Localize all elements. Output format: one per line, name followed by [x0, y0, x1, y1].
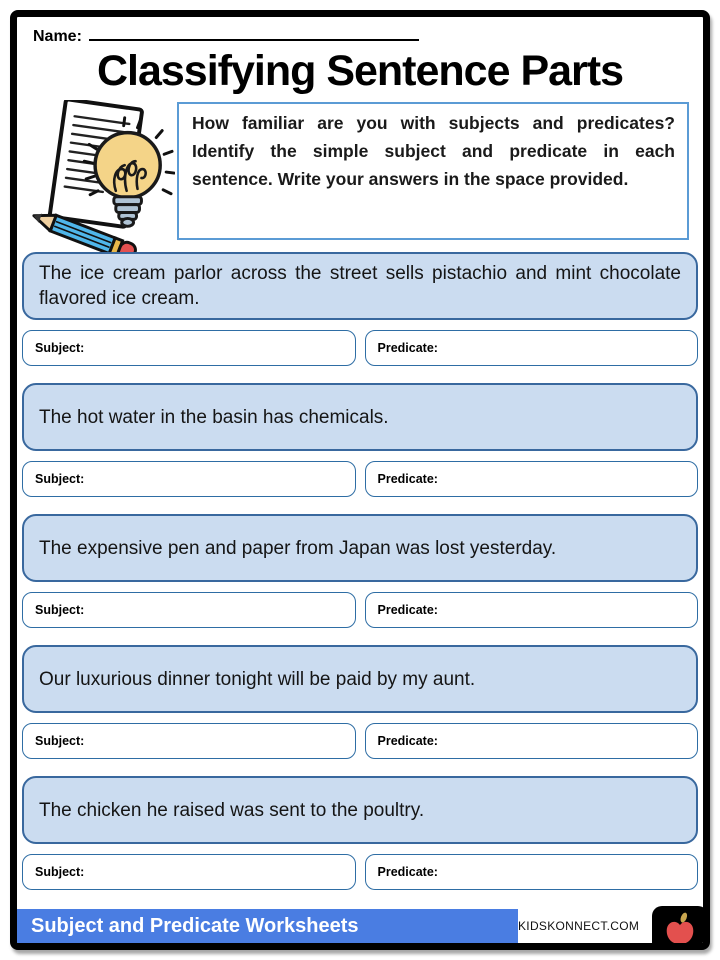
predicate-label: Predicate:	[377, 472, 438, 487]
sentence-box	[22, 776, 698, 844]
predicate-answer-box[interactable]	[365, 854, 699, 890]
predicate-answer-box[interactable]	[365, 461, 699, 497]
answer-row	[22, 723, 698, 759]
sentence-text: The hot water in the basin has chemicals.	[39, 406, 389, 428]
name-input-line[interactable]	[89, 26, 419, 41]
subject-answer-box[interactable]	[22, 723, 356, 759]
name-row	[33, 26, 703, 46]
answer-row	[22, 592, 698, 628]
subject-label: Subject:	[35, 341, 85, 356]
intro-row	[27, 102, 689, 240]
exercise-group	[22, 252, 698, 366]
subject-answer-box[interactable]	[22, 592, 356, 628]
worksheet-page	[10, 10, 710, 950]
predicate-label: Predicate:	[377, 734, 438, 749]
predicate-label: Predicate:	[377, 341, 438, 356]
exercise-group	[22, 776, 698, 890]
subject-label: Subject:	[35, 472, 85, 487]
predicate-answer-box[interactable]	[365, 592, 699, 628]
exercise-list	[22, 252, 698, 890]
instruction-text: How familiar are you with subjects and predicates? Identify the simple subject and predicate in each sentence. Write your answers in the space provided.	[192, 113, 675, 190]
predicate-label: Predicate:	[377, 603, 438, 618]
exercise-group	[22, 645, 698, 759]
footer	[17, 909, 703, 943]
sentence-box	[22, 514, 698, 582]
predicate-label: Predicate:	[377, 865, 438, 880]
instruction-box	[177, 102, 689, 240]
predicate-answer-box[interactable]	[365, 723, 699, 759]
predicate-answer-box[interactable]	[365, 330, 699, 366]
subject-label: Subject:	[35, 865, 85, 880]
paper-lightbulb-pencil-icon	[27, 102, 175, 240]
sentence-text: The chicken he raised was sent to the poultry.	[39, 799, 425, 821]
answer-row	[22, 330, 698, 366]
page-title: Classifying Sentence Parts	[96, 47, 624, 95]
sentence-box	[22, 383, 698, 451]
subject-answer-box[interactable]	[22, 330, 356, 366]
sentence-text: The ice cream parlor across the street sells pistachio and mint chocolate flavored ice cream.	[39, 263, 681, 310]
answer-row	[22, 854, 698, 890]
footer-banner: Subject and Predicate Worksheets	[17, 909, 518, 943]
exercise-group	[22, 383, 698, 497]
sentence-box	[22, 645, 698, 713]
sentence-text: Our luxurious dinner tonight will be paid by my aunt.	[39, 668, 476, 690]
sentence-box	[22, 252, 698, 320]
subject-answer-box[interactable]	[22, 854, 356, 890]
subject-answer-box[interactable]	[22, 461, 356, 497]
sentence-text: The expensive pen and paper from Japan was lost yesterday.	[39, 537, 557, 559]
subject-label: Subject:	[35, 734, 85, 749]
exercise-group	[22, 514, 698, 628]
apple-icon	[652, 906, 708, 950]
site-name: KIDSKONNECT.COM	[518, 919, 640, 933]
answer-row	[22, 461, 698, 497]
subject-label: Subject:	[35, 603, 85, 618]
name-label: Name:	[33, 28, 82, 45]
